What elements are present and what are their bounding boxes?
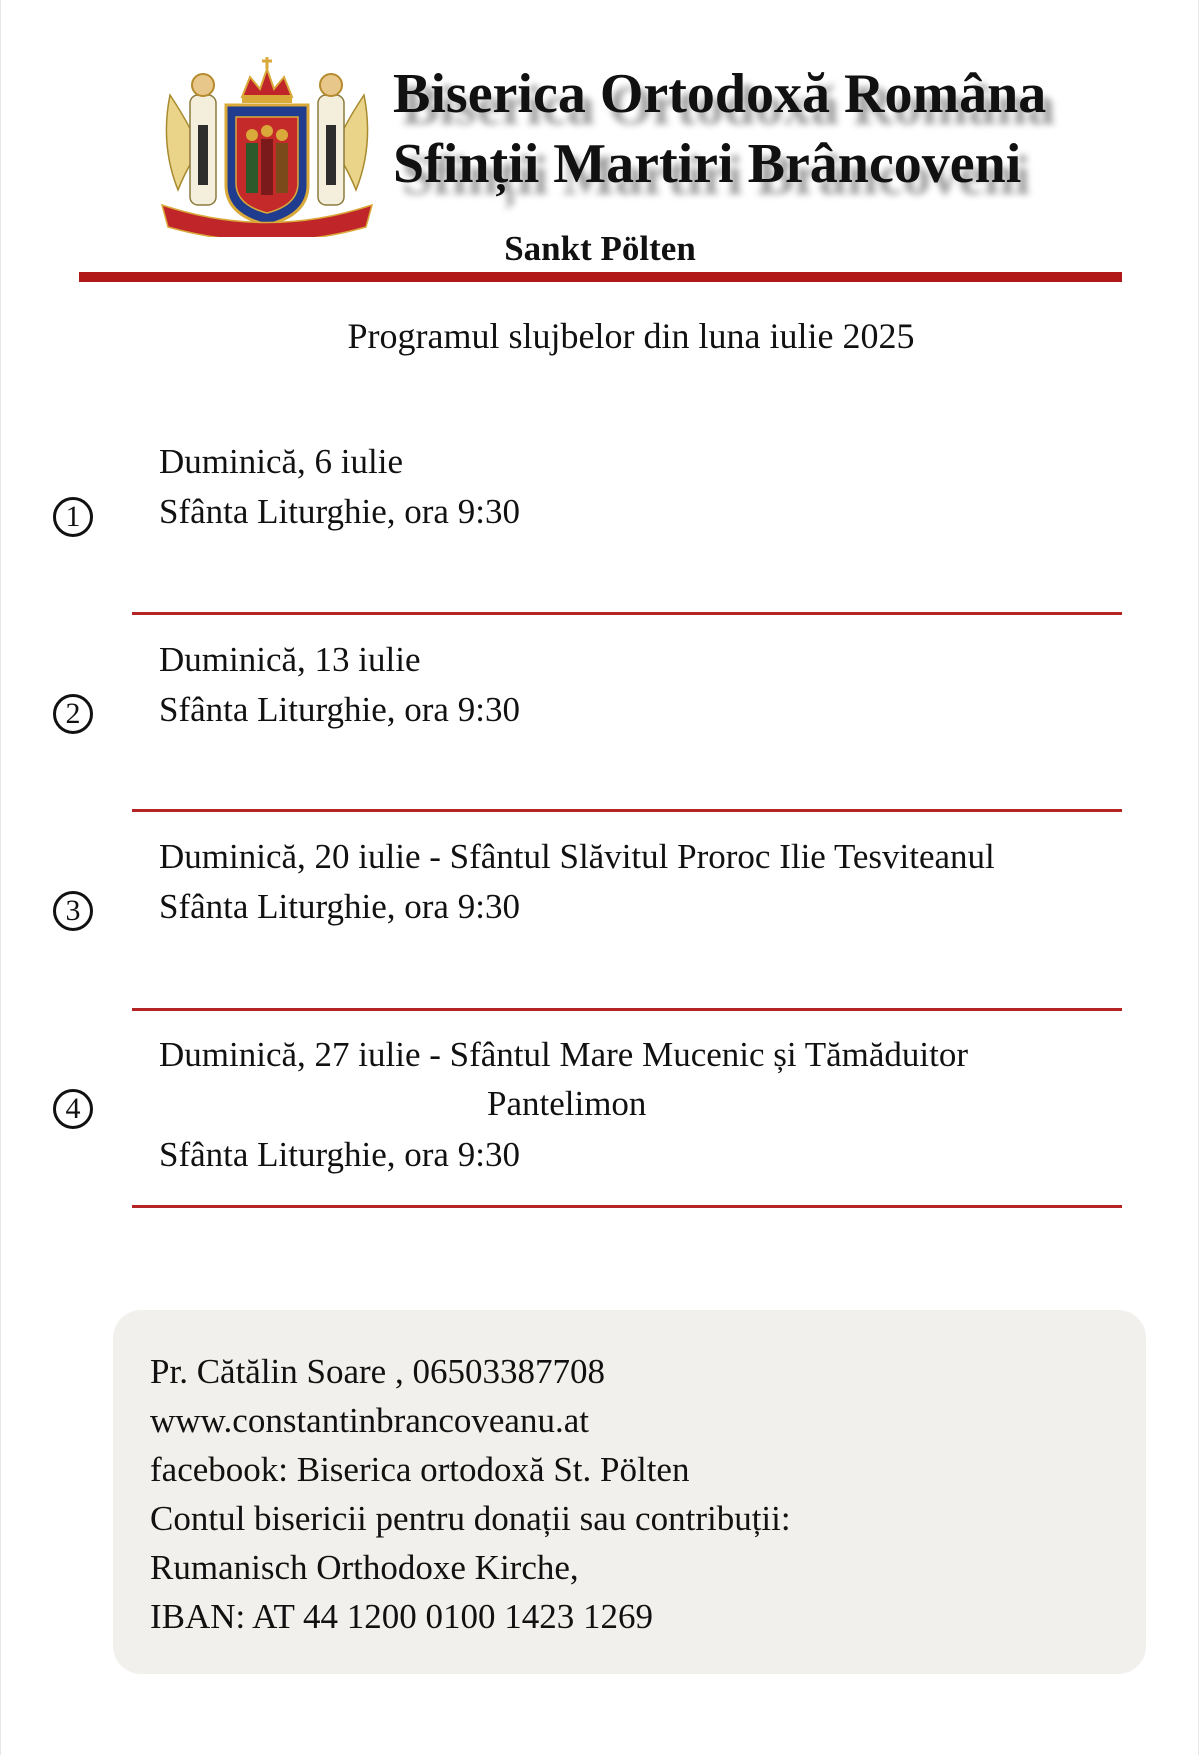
contact-info-box	[113, 1310, 1146, 1674]
service-liturgy-line: Sfânta Liturghie, ora 9:30	[159, 492, 520, 531]
service-date-line: Duminică, 13 iulie	[159, 640, 421, 679]
service-date-line: Duminică, 6 iulie	[159, 442, 403, 481]
service-divider	[132, 1205, 1122, 1208]
service-number-badge: 3	[53, 891, 93, 931]
program-title: Programul slujbelor din luna iulie 2025	[347, 316, 915, 356]
facebook-info: facebook: Biserica ortodoxă St. Pölten	[150, 1450, 690, 1489]
service-liturgy-line: Sfânta Liturghie, ora 9:30	[159, 1135, 520, 1174]
service-date-line: Duminică, 27 iulie - Sfântul Mare Mucenic și Tămăduitor	[159, 1035, 969, 1074]
service-number-badge: 2	[53, 694, 93, 734]
iban: IBAN: AT 44 1200 0100 1423 1269	[150, 1597, 653, 1636]
city-name	[0, 229, 1200, 269]
service-date-line: Duminică, 20 iulie - Sfântul Slăvitul Proroc Ilie Tesviteanul	[159, 837, 995, 876]
service-divider	[132, 612, 1122, 615]
priest-contact: Pr. Cătălin Soare , 06503387708	[150, 1352, 605, 1391]
city-label: Sankt Pölten	[504, 229, 696, 268]
service-divider	[132, 1008, 1122, 1011]
service-number-badge: 1	[53, 497, 93, 537]
service-date-line-continued: Pantelimon	[487, 1084, 647, 1123]
church-coat-of-arms-icon	[160, 55, 374, 237]
service-liturgy-line: Sfânta Liturghie, ora 9:30	[159, 887, 520, 926]
account-label: Contul bisericii pentru donații sau contribuții:	[150, 1499, 791, 1538]
church-title-line-1: Biserica Ortodoxă Româna	[393, 63, 1047, 125]
church-title-line-2: Sfinții Martiri Brâncoveni	[393, 133, 1022, 195]
service-divider	[132, 809, 1122, 812]
header-divider	[79, 272, 1122, 282]
service-liturgy-line: Sfânta Liturghie, ora 9:30	[159, 690, 520, 729]
service-number-badge: 4	[53, 1089, 93, 1129]
account-name: Rumanisch Orthodoxe Kirche,	[150, 1548, 579, 1587]
website-link[interactable]: www.constantinbrancoveanu.at	[150, 1401, 589, 1440]
